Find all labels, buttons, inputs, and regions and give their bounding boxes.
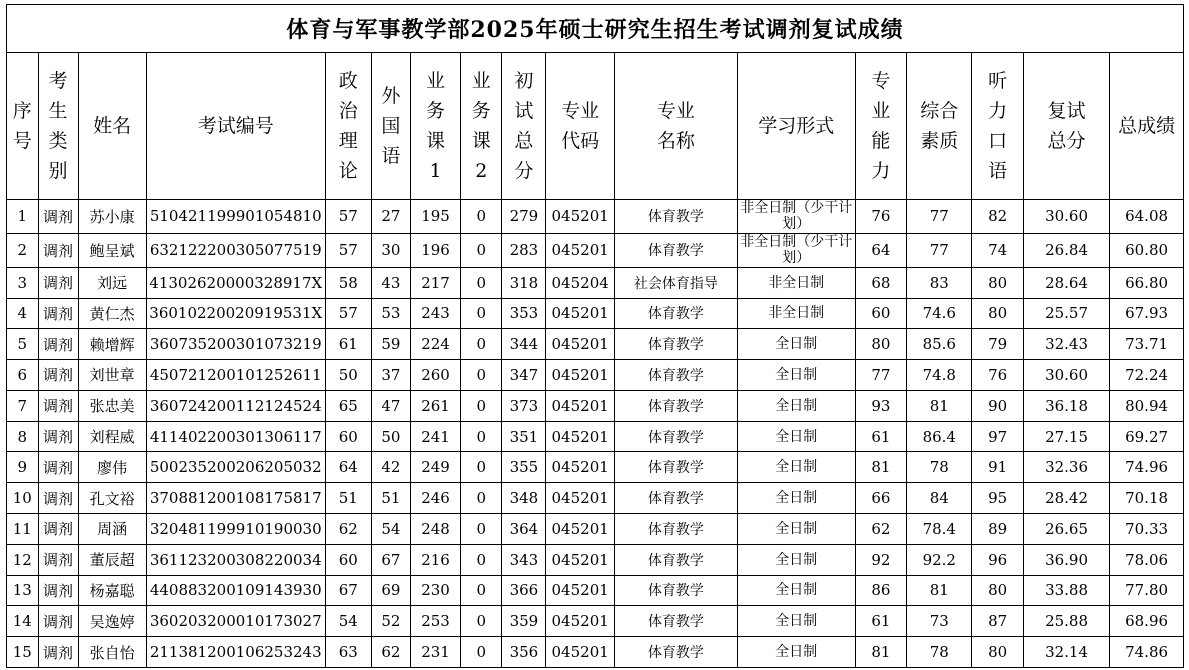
cell-retest-total: 33.88 (1023, 575, 1109, 606)
cell-course2: 0 (461, 421, 502, 452)
cell-major-code: 045201 (546, 233, 614, 267)
cell-ability: 66 (855, 483, 907, 514)
cell-quality: 81 (907, 390, 972, 421)
cell-course1: 196 (410, 233, 460, 267)
cell-course1: 248 (410, 513, 460, 544)
cell-course2: 0 (461, 544, 502, 575)
cell-prelim-total: 351 (502, 421, 546, 452)
column-header-major-code: 专业 代码 (546, 53, 614, 200)
cell-exam-id: 36010220020919531X (146, 298, 325, 329)
cell-retest-total: 28.42 (1023, 483, 1109, 514)
column-header-retest-total: 复试 总分 (1023, 53, 1109, 200)
cell-course1: 230 (410, 575, 460, 606)
cell-quality: 85.6 (907, 329, 972, 360)
cell-mode: 全日制 (737, 544, 855, 575)
cell-type: 调剂 (38, 513, 78, 544)
cell-name: 刘程威 (78, 421, 146, 452)
cell-major-code: 045201 (546, 421, 614, 452)
cell-major-name: 体育教学 (614, 329, 737, 360)
cell-type: 调剂 (38, 329, 78, 360)
cell-mode: 全日制 (737, 637, 855, 668)
cell-course1: 261 (410, 390, 460, 421)
cell-type: 调剂 (38, 637, 78, 668)
cell-exam-id: 632122200305077519 (146, 233, 325, 267)
cell-course2: 0 (461, 452, 502, 483)
cell-type: 调剂 (38, 267, 78, 298)
cell-retest-total: 36.90 (1023, 544, 1109, 575)
cell-ability: 80 (855, 329, 907, 360)
cell-name: 廖伟 (78, 452, 146, 483)
cell-type: 调剂 (38, 360, 78, 391)
cell-prelim-total: 359 (502, 606, 546, 637)
cell-major-name: 体育教学 (614, 233, 737, 267)
cell-politics: 64 (325, 452, 371, 483)
cell-quality: 74.6 (907, 298, 972, 329)
cell-mode: 全日制 (737, 390, 855, 421)
column-header-politics: 政 治 理 论 (325, 53, 371, 200)
score-table (6, 4, 1184, 668)
column-header-listening: 听 力 口 语 (972, 53, 1024, 200)
cell-final: 80.94 (1110, 390, 1184, 421)
cell-no: 2 (7, 233, 39, 267)
cell-type: 调剂 (38, 452, 78, 483)
cell-mode: 非全日制（少干计划） (737, 200, 855, 234)
table-row (7, 452, 1184, 483)
column-header-prelim-total: 初 试 总 分 (502, 53, 546, 200)
cell-type: 调剂 (38, 390, 78, 421)
cell-course2: 0 (461, 575, 502, 606)
cell-prelim-total: 364 (502, 513, 546, 544)
cell-major-code: 045201 (546, 200, 614, 234)
cell-name: 赖增辉 (78, 329, 146, 360)
cell-mode: 全日制 (737, 483, 855, 514)
cell-retest-total: 32.43 (1023, 329, 1109, 360)
cell-foreign: 27 (371, 200, 410, 234)
cell-course2: 0 (461, 298, 502, 329)
cell-major-name: 体育教学 (614, 200, 737, 234)
column-header-name: 姓名 (78, 53, 146, 200)
cell-major-name: 体育教学 (614, 637, 737, 668)
page-title: 体育与军事教学部2025年硕士研究生招生考试调剂复试成绩 (7, 5, 1184, 53)
cell-quality: 84 (907, 483, 972, 514)
cell-major-name: 体育教学 (614, 298, 737, 329)
cell-quality: 78 (907, 637, 972, 668)
cell-foreign: 62 (371, 637, 410, 668)
cell-course1: 241 (410, 421, 460, 452)
cell-final: 70.18 (1110, 483, 1184, 514)
column-header-mode: 学习形式 (737, 53, 855, 200)
cell-type: 调剂 (38, 200, 78, 234)
cell-ability: 81 (855, 452, 907, 483)
table-row (7, 575, 1184, 606)
cell-listening: 97 (972, 421, 1024, 452)
table-row (7, 513, 1184, 544)
cell-retest-total: 30.60 (1023, 360, 1109, 391)
cell-final: 60.80 (1110, 233, 1184, 267)
cell-ability: 76 (855, 200, 907, 234)
header-row (7, 53, 1184, 200)
cell-mode: 全日制 (737, 575, 855, 606)
cell-no: 4 (7, 298, 39, 329)
cell-no: 6 (7, 360, 39, 391)
cell-exam-id: 361123200308220034 (146, 544, 325, 575)
cell-politics: 51 (325, 483, 371, 514)
cell-major-code: 045201 (546, 544, 614, 575)
cell-exam-id: 211381200106253243 (146, 637, 325, 668)
cell-foreign: 51 (371, 483, 410, 514)
cell-major-code: 045201 (546, 637, 614, 668)
cell-listening: 80 (972, 267, 1024, 298)
cell-major-code: 045201 (546, 360, 614, 391)
cell-course2: 0 (461, 637, 502, 668)
cell-major-name: 体育教学 (614, 421, 737, 452)
cell-exam-id: 360203200010173027 (146, 606, 325, 637)
cell-name: 张忠美 (78, 390, 146, 421)
cell-foreign: 52 (371, 606, 410, 637)
cell-listening: 95 (972, 483, 1024, 514)
cell-mode: 全日制 (737, 329, 855, 360)
cell-prelim-total: 373 (502, 390, 546, 421)
cell-no: 15 (7, 637, 39, 668)
table-row (7, 360, 1184, 391)
cell-exam-id: 440883200109143930 (146, 575, 325, 606)
cell-type: 调剂 (38, 298, 78, 329)
cell-no: 3 (7, 267, 39, 298)
cell-mode: 全日制 (737, 606, 855, 637)
cell-course2: 0 (461, 360, 502, 391)
cell-major-name: 体育教学 (614, 483, 737, 514)
cell-retest-total: 28.64 (1023, 267, 1109, 298)
cell-name: 张自怡 (78, 637, 146, 668)
cell-politics: 62 (325, 513, 371, 544)
cell-name: 鲍呈斌 (78, 233, 146, 267)
cell-listening: 80 (972, 637, 1024, 668)
cell-major-code: 045201 (546, 483, 614, 514)
cell-course2: 0 (461, 513, 502, 544)
cell-exam-id: 41302620000328917X (146, 267, 325, 298)
cell-prelim-total: 355 (502, 452, 546, 483)
cell-name: 董辰超 (78, 544, 146, 575)
cell-prelim-total: 353 (502, 298, 546, 329)
cell-type: 调剂 (38, 575, 78, 606)
cell-course2: 0 (461, 233, 502, 267)
cell-ability: 60 (855, 298, 907, 329)
cell-mode: 非全日制 (737, 298, 855, 329)
cell-ability: 77 (855, 360, 907, 391)
cell-final: 77.80 (1110, 575, 1184, 606)
cell-politics: 60 (325, 544, 371, 575)
cell-ability: 62 (855, 513, 907, 544)
cell-no: 8 (7, 421, 39, 452)
cell-retest-total: 30.60 (1023, 200, 1109, 234)
cell-prelim-total: 348 (502, 483, 546, 514)
cell-major-name: 体育教学 (614, 544, 737, 575)
cell-ability: 81 (855, 637, 907, 668)
cell-course1: 243 (410, 298, 460, 329)
cell-foreign: 67 (371, 544, 410, 575)
cell-final: 69.27 (1110, 421, 1184, 452)
cell-exam-id: 360735200301073219 (146, 329, 325, 360)
cell-foreign: 69 (371, 575, 410, 606)
cell-no: 10 (7, 483, 39, 514)
cell-politics: 57 (325, 200, 371, 234)
cell-course1: 216 (410, 544, 460, 575)
cell-retest-total: 26.65 (1023, 513, 1109, 544)
cell-course1: 249 (410, 452, 460, 483)
cell-course1: 224 (410, 329, 460, 360)
cell-politics: 61 (325, 329, 371, 360)
table-row (7, 637, 1184, 668)
cell-major-code: 045201 (546, 452, 614, 483)
cell-foreign: 30 (371, 233, 410, 267)
cell-name: 刘远 (78, 267, 146, 298)
cell-ability: 93 (855, 390, 907, 421)
cell-foreign: 43 (371, 267, 410, 298)
table-row (7, 298, 1184, 329)
cell-name: 苏小康 (78, 200, 146, 234)
cell-course2: 0 (461, 606, 502, 637)
cell-prelim-total: 344 (502, 329, 546, 360)
cell-type: 调剂 (38, 483, 78, 514)
cell-listening: 90 (972, 390, 1024, 421)
cell-major-code: 045201 (546, 298, 614, 329)
cell-major-code: 045201 (546, 329, 614, 360)
cell-no: 5 (7, 329, 39, 360)
cell-prelim-total: 318 (502, 267, 546, 298)
cell-name: 吴逸婷 (78, 606, 146, 637)
column-header-no: 序 号 (7, 53, 39, 200)
cell-mode: 非全日制 (737, 267, 855, 298)
cell-quality: 78.4 (907, 513, 972, 544)
cell-quality: 78 (907, 452, 972, 483)
cell-no: 13 (7, 575, 39, 606)
cell-mode: 全日制 (737, 513, 855, 544)
cell-ability: 61 (855, 606, 907, 637)
cell-prelim-total: 366 (502, 575, 546, 606)
cell-prelim-total: 279 (502, 200, 546, 234)
cell-no: 9 (7, 452, 39, 483)
cell-politics: 67 (325, 575, 371, 606)
cell-retest-total: 27.15 (1023, 421, 1109, 452)
cell-politics: 50 (325, 360, 371, 391)
cell-ability: 64 (855, 233, 907, 267)
cell-final: 67.93 (1110, 298, 1184, 329)
cell-major-code: 045201 (546, 390, 614, 421)
cell-major-code: 045201 (546, 575, 614, 606)
cell-course2: 0 (461, 329, 502, 360)
cell-course2: 0 (461, 483, 502, 514)
cell-type: 调剂 (38, 606, 78, 637)
table-row (7, 233, 1184, 267)
cell-final: 68.96 (1110, 606, 1184, 637)
cell-major-name: 体育教学 (614, 360, 737, 391)
cell-politics: 60 (325, 421, 371, 452)
cell-foreign: 37 (371, 360, 410, 391)
cell-listening: 80 (972, 575, 1024, 606)
cell-listening: 80 (972, 298, 1024, 329)
cell-ability: 68 (855, 267, 907, 298)
cell-listening: 74 (972, 233, 1024, 267)
table-row (7, 421, 1184, 452)
cell-listening: 82 (972, 200, 1024, 234)
cell-listening: 96 (972, 544, 1024, 575)
cell-type: 调剂 (38, 421, 78, 452)
table-row (7, 544, 1184, 575)
cell-major-name: 体育教学 (614, 575, 737, 606)
cell-quality: 86.4 (907, 421, 972, 452)
cell-course2: 0 (461, 200, 502, 234)
cell-final: 78.06 (1110, 544, 1184, 575)
cell-quality: 73 (907, 606, 972, 637)
cell-quality: 83 (907, 267, 972, 298)
cell-final: 64.08 (1110, 200, 1184, 234)
cell-ability: 86 (855, 575, 907, 606)
cell-type: 调剂 (38, 233, 78, 267)
column-header-final: 总成绩 (1110, 53, 1184, 200)
cell-final: 66.80 (1110, 267, 1184, 298)
cell-retest-total: 36.18 (1023, 390, 1109, 421)
column-header-course2: 业 务 课 2 (461, 53, 502, 200)
cell-type: 调剂 (38, 544, 78, 575)
cell-quality: 74.8 (907, 360, 972, 391)
table-row (7, 267, 1184, 298)
cell-politics: 54 (325, 606, 371, 637)
column-header-course1: 业 务 课 1 (410, 53, 460, 200)
cell-course1: 217 (410, 267, 460, 298)
cell-final: 73.71 (1110, 329, 1184, 360)
cell-name: 黄仁杰 (78, 298, 146, 329)
cell-exam-id: 500235200206205032 (146, 452, 325, 483)
cell-course1: 231 (410, 637, 460, 668)
cell-foreign: 54 (371, 513, 410, 544)
cell-major-name: 社会体育指导 (614, 267, 737, 298)
cell-retest-total: 32.14 (1023, 637, 1109, 668)
cell-no: 1 (7, 200, 39, 234)
cell-retest-total: 25.57 (1023, 298, 1109, 329)
cell-course2: 0 (461, 267, 502, 298)
table-row (7, 390, 1184, 421)
cell-name: 杨嘉聪 (78, 575, 146, 606)
cell-foreign: 42 (371, 452, 410, 483)
cell-course2: 0 (461, 390, 502, 421)
cell-final: 74.96 (1110, 452, 1184, 483)
cell-no: 7 (7, 390, 39, 421)
cell-mode: 全日制 (737, 360, 855, 391)
cell-name: 周涵 (78, 513, 146, 544)
cell-name: 孔文裕 (78, 483, 146, 514)
cell-major-code: 045201 (546, 513, 614, 544)
cell-major-name: 体育教学 (614, 513, 737, 544)
column-header-type: 考 生 类 别 (38, 53, 78, 200)
cell-retest-total: 26.84 (1023, 233, 1109, 267)
cell-exam-id: 411402200301306117 (146, 421, 325, 452)
cell-prelim-total: 283 (502, 233, 546, 267)
cell-quality: 77 (907, 233, 972, 267)
column-header-foreign: 外 国 语 (371, 53, 410, 200)
cell-quality: 81 (907, 575, 972, 606)
cell-politics: 57 (325, 233, 371, 267)
cell-listening: 89 (972, 513, 1024, 544)
cell-politics: 58 (325, 267, 371, 298)
table-row (7, 483, 1184, 514)
cell-final: 72.24 (1110, 360, 1184, 391)
column-header-quality: 综合 素质 (907, 53, 972, 200)
table-row (7, 329, 1184, 360)
cell-major-name: 体育教学 (614, 606, 737, 637)
cell-course1: 195 (410, 200, 460, 234)
cell-politics: 63 (325, 637, 371, 668)
cell-exam-id: 510421199901054810 (146, 200, 325, 234)
table-row (7, 606, 1184, 637)
column-header-ability: 专 业 能 力 (855, 53, 907, 200)
cell-prelim-total: 343 (502, 544, 546, 575)
cell-name: 刘世章 (78, 360, 146, 391)
cell-listening: 79 (972, 329, 1024, 360)
cell-no: 14 (7, 606, 39, 637)
cell-exam-id: 450721200101252611 (146, 360, 325, 391)
cell-prelim-total: 356 (502, 637, 546, 668)
cell-retest-total: 32.36 (1023, 452, 1109, 483)
cell-quality: 77 (907, 200, 972, 234)
cell-foreign: 53 (371, 298, 410, 329)
cell-foreign: 59 (371, 329, 410, 360)
cell-prelim-total: 347 (502, 360, 546, 391)
cell-course1: 260 (410, 360, 460, 391)
cell-politics: 57 (325, 298, 371, 329)
cell-final: 70.33 (1110, 513, 1184, 544)
cell-quality: 92.2 (907, 544, 972, 575)
cell-ability: 92 (855, 544, 907, 575)
table-body (7, 200, 1184, 668)
cell-course1: 253 (410, 606, 460, 637)
cell-exam-id: 360724200112124524 (146, 390, 325, 421)
cell-course1: 246 (410, 483, 460, 514)
cell-major-name: 体育教学 (614, 390, 737, 421)
cell-foreign: 47 (371, 390, 410, 421)
cell-major-name: 体育教学 (614, 452, 737, 483)
cell-final: 74.86 (1110, 637, 1184, 668)
cell-listening: 91 (972, 452, 1024, 483)
cell-no: 11 (7, 513, 39, 544)
cell-exam-id: 370881200108175817 (146, 483, 325, 514)
cell-ability: 61 (855, 421, 907, 452)
cell-listening: 87 (972, 606, 1024, 637)
cell-listening: 76 (972, 360, 1024, 391)
cell-mode: 全日制 (737, 452, 855, 483)
cell-politics: 65 (325, 390, 371, 421)
cell-major-code: 045204 (546, 267, 614, 298)
cell-retest-total: 25.88 (1023, 606, 1109, 637)
column-header-major-name: 专业 名称 (614, 53, 737, 200)
cell-no: 12 (7, 544, 39, 575)
cell-exam-id: 320481199910190030 (146, 513, 325, 544)
cell-foreign: 50 (371, 421, 410, 452)
cell-major-code: 045201 (546, 606, 614, 637)
column-header-exam-id: 考试编号 (146, 53, 325, 200)
table-row (7, 200, 1184, 234)
cell-mode: 全日制 (737, 421, 855, 452)
cell-mode: 非全日制（少干计划） (737, 233, 855, 267)
